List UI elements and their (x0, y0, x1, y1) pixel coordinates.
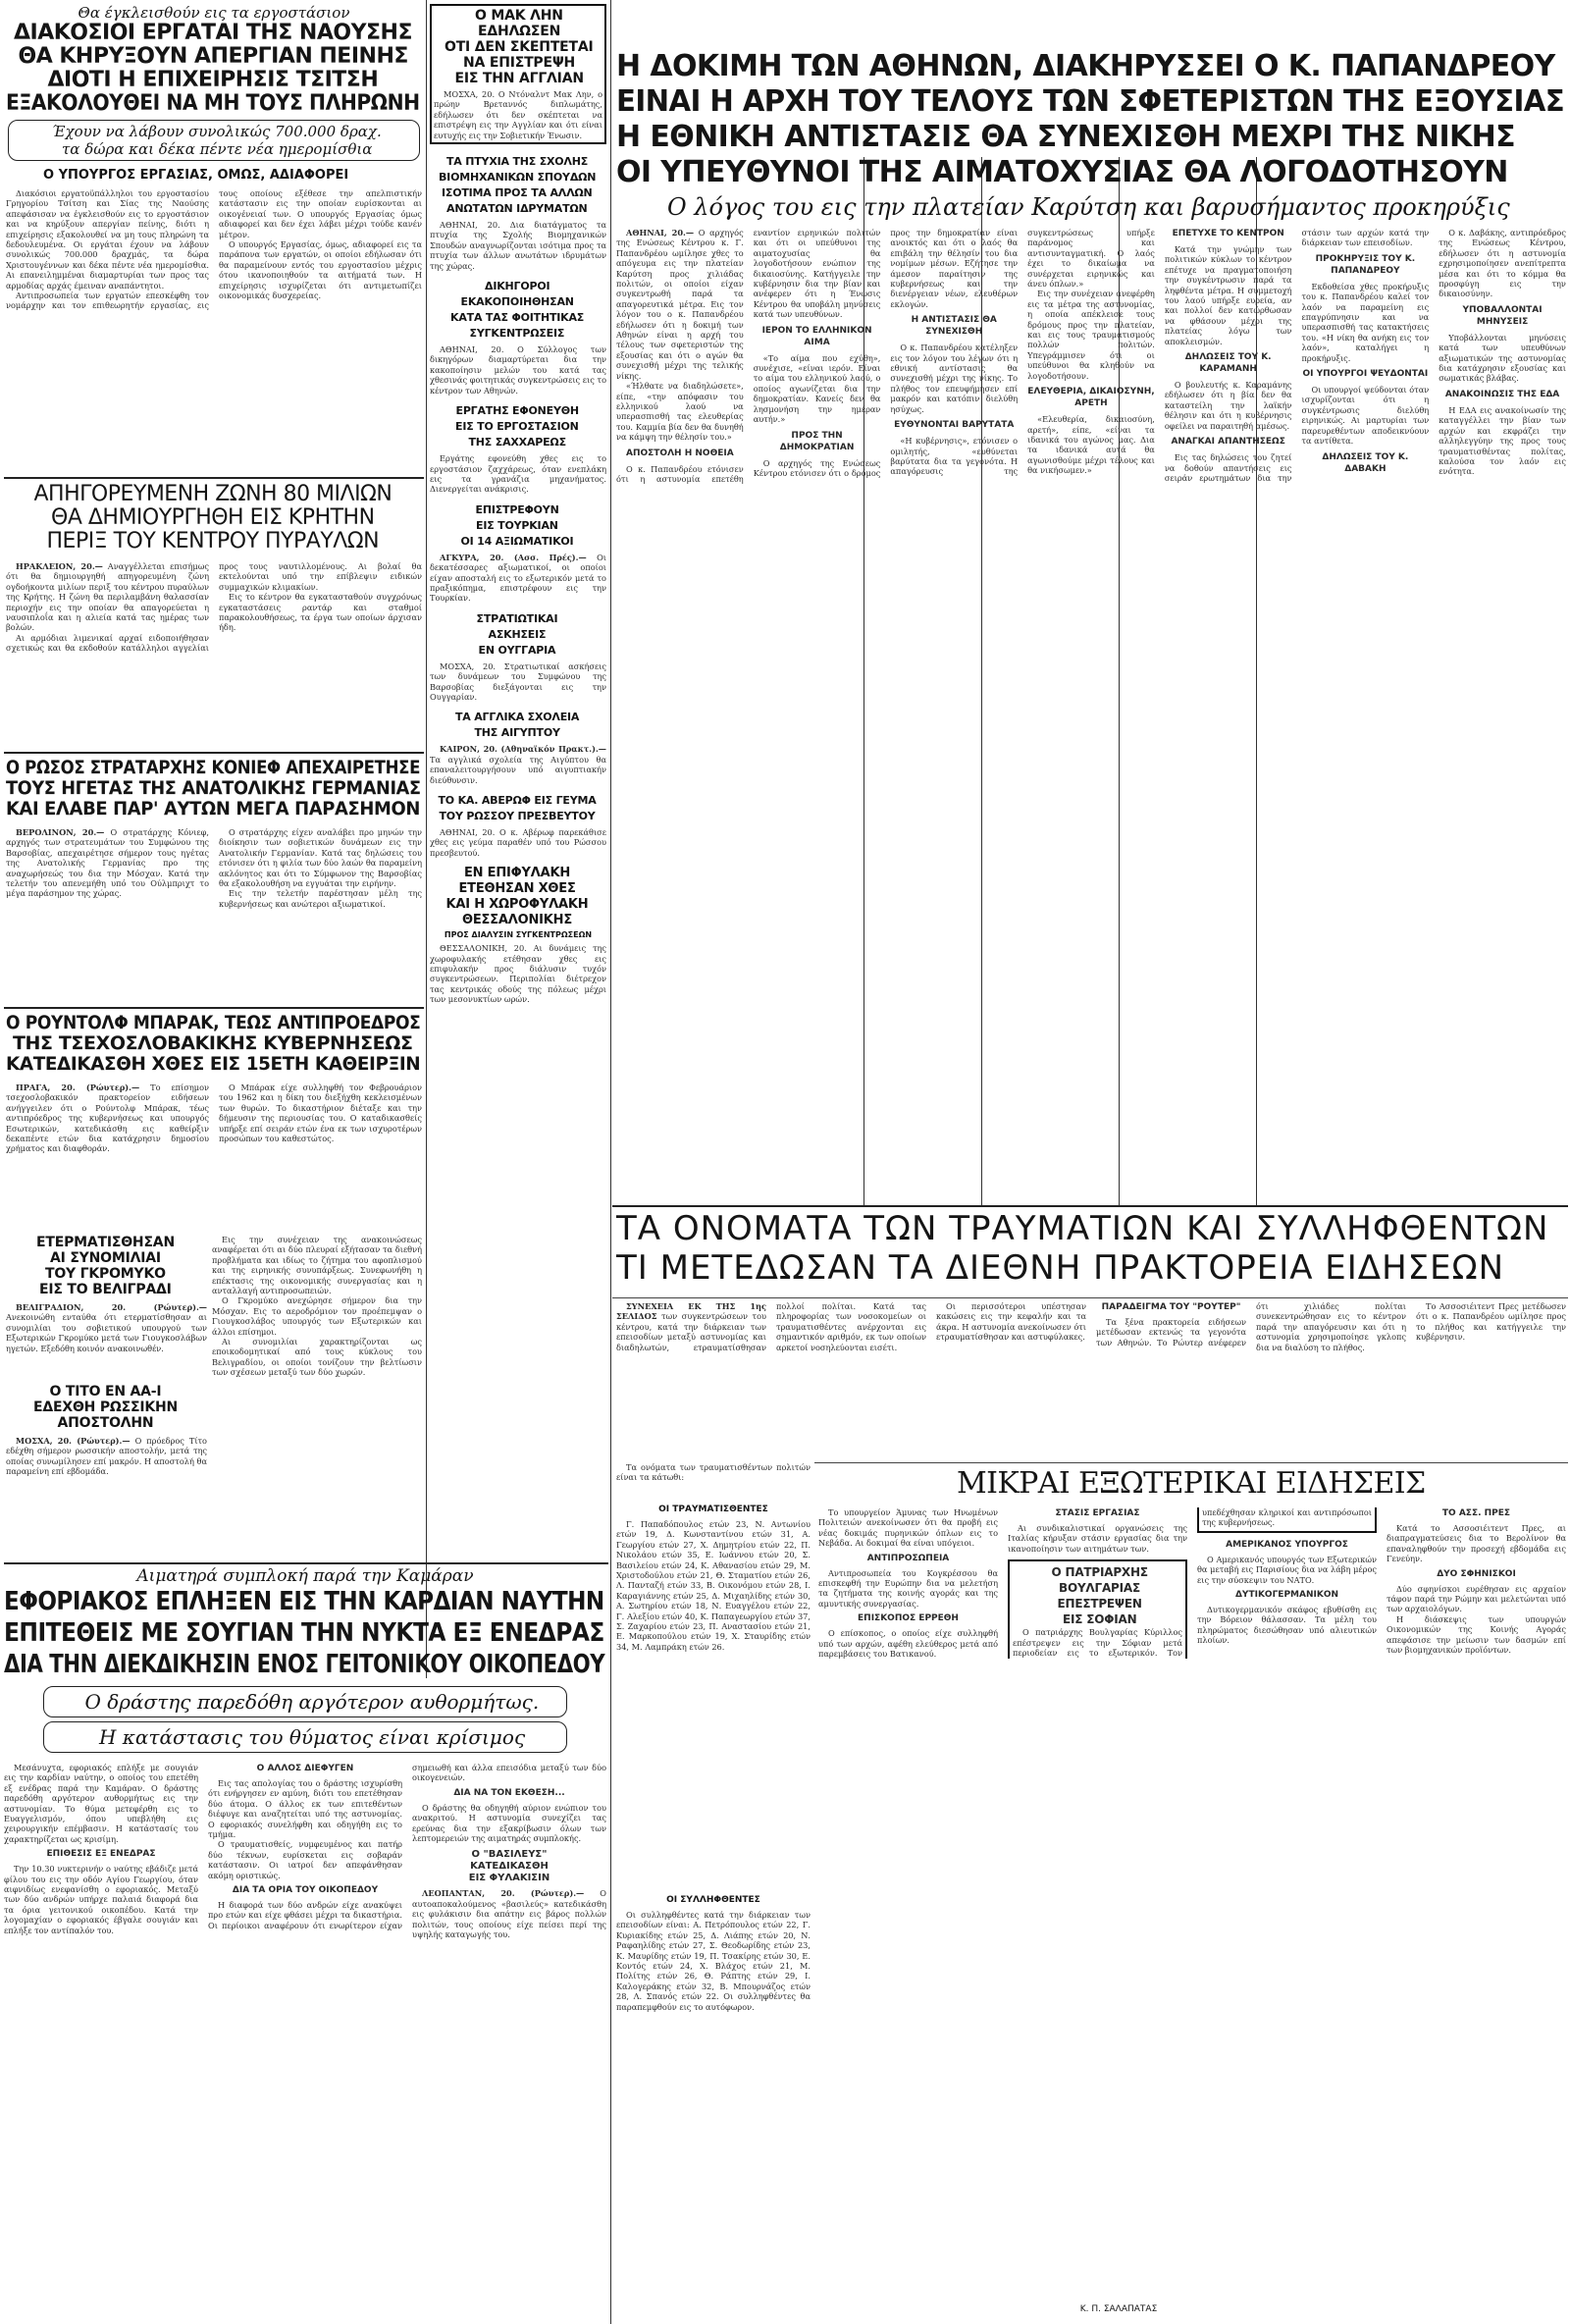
dateline: ΒΕΛΙΓΡΑΔΙΟΝ, 20. (Ρώυτερ).— (16, 1302, 207, 1312)
signature-text: Κ. Π. ΣΑΛΑΠΑΤΑΣ (1079, 2304, 1158, 2314)
article-headline-line: ΑΠΗΓΟΡΕΥΜΕΝΗ ΖΩΝΗ 80 ΜΙΛΙΩΝ (33, 483, 392, 506)
section-divider (4, 1562, 608, 1564)
column-rule (610, 0, 611, 2324)
article-subhead: Έχουν να λάβουν συνολικώς 700.000 δραχ. (52, 123, 382, 140)
brief-headline-line: ΚΑΤΑ ΤΑΣ ΦΟΙΤΗΤΙΚΑΣ (450, 311, 585, 325)
article-headline-line: ΕΙΣ ΤΟ ΒΕΛΙΓΡΑΔΙ (39, 1282, 172, 1297)
article-tito (6, 1384, 207, 1551)
article-section-head: Ο ΥΠΟΥΡΓΟΣ ΕΡΓΑΣΙΑΣ, ΟΜΩΣ, ΑΔΙΑΦΟΡΕΙ (43, 168, 349, 183)
brief-headline-line: ΟΤΙ ΔΕΝ ΣΚΕΠΤΕΤΑΙ (445, 39, 594, 55)
patriarch-headline-line: ΕΠΕΣΤΡΕΨΕΝ (1057, 1597, 1142, 1611)
article-headline-line: ΔΙΟΤΙ Η ΕΠΙΧΕΙΡΗΣΙΣ ΤΣΙΤΣΗ (47, 68, 379, 92)
article-section-head: ΙΕΡΟΝ ΤΟ ΕΛΛΗΝΙΚΟΝ ΑΙΜΑ (761, 325, 872, 347)
brief-body: ΑΓΚΥΡΑ, 20. (Ασσ. Πρές).— Οι δεκατέσσαρες αξιωματικοί, οι οποίοι είχαν αποσταλή εις το εξωτερικόν μετά το πραξικόπημα, επιστρέφουν εις την Τουρκίαν. (430, 552, 606, 604)
article-section-head: ΤΟ ΑΣΣ. ΠΡΕΣ (1441, 1508, 1511, 1518)
article-body: Τα ονόματα των τραυματισθέντων πολιτών είναι τα κάτωθι: (616, 1462, 811, 1483)
article-body: Μεσάνυχτα, εφοριακός επλήξε με σουγιάν εις την καρδίαν ναύτην, ο οποίος του επετέθη εξ ενέδρας παρά την Καμάραν. Ο δράστης παρεδόθη αργότερον αυθορμήτως εις την αστυνομίαν. Το θύμα μετεφέρθη εις το Ευαγγελισμόν, όπου υπεβλήθη εις χειρουργικήν επέμβασιν. Η κατάστασίς του χαρακτηρίζεται ως κρισίμη. ΕΠΙΘΕΣΙΣ ΕΞ ΕΝΕΔΡΑΣ Την 10.30 νυκτερινήν ο ναύτης εβάδιζε μετά φίλου του εις την οδόν Αγίου Γεωργίου, όταν αιφνιδίως ενεφανίσθη ο εφοριακός. Μεταξύ των δύο ανδρών υπήρχε παλαιά διαφορά δια τα όρια γειτονικού οικοπέδου. Κατά την λογομαχίαν ο εφοριακός έβγαλε σουγιάν και επλήξε τον αντίπαλόν του. Ο ΑΛΛΟΣ ΔΙΕΦΥΓΕΝ Εις τας απολογίας του ο δράστης ισχυρίσθη ότι ενήργησεν εν αμύνη, διότι του επετέθησαν δύο άτομα. Ο άλλος εκ των επιτεθέντων διέφυγε και αναζητείται υπό της αστυνομίας. Ο εφοριακός συνελήφθη και οδηγήθη εις το τμήμα. Ο τραυματισθείς, νυμφευμένος και πατήρ δύο τέκνων, ευρίσκεται εις σοβαράν κατάστασιν. Οι ιατροί δεν απεφάνθησαν ακόμη οριστικώς. ΔΙΑ ΤΑ ΟΡΙΑ ΤΟΥ ΟΙΚΟΠΕΔΟΥ Η διαφορά των δύο ανδρών είχε ανακύψει προ ετών και είχε φθάσει μέχρι τα δικαστήρια. Οι περίοικοι αναφέρουν ότι ενωρίτερον είχαν σημειωθή και άλλα επεισόδια μεταξύ των δύο οικογενειών. ΔΙΑ ΝΑ ΤΟΝ ΕΚΘΕΣΗ... Ο δράστης θα οδηγηθή αύριον ενώπιον του ανακριτού. Η αστυνομία συνεχίζει τας ερεύνας δια την εξακρίβωσιν όλων των λεπτομερειών της αιματηράς συμπλοκής. Ο "ΒΑΣΙΛΕΥΣ" ΚΑΤΕΔΙΚΑΣΘΗ ΕΙΣ ΦΥΛΑΚΙΣΙΝ ΛΕΟΠΑΝΤΑΝ, 20. (Ρώυτερ).— Ο αυτοαποκαλούμενος «βασιλεύς» κατεδικάσθη εις φυλάκισιν δια απάτην εις βάρος πολλών πολιτών, τους οποίους είχε πείσει περί της υψηλής καταγωγής του. (4, 1763, 606, 1940)
brief-body: ΜΟΣΧΑ, 20. Στρατιωτικαί ασκήσεις των δυνάμεων του Συμφώνου της Βαρσοβίας διεξάγονται εις την Ουγγαρίαν. (430, 660, 606, 702)
article-headline-line: ΔΙΑ ΤΗΝ ΔΙΕΚΔΙΚΗΣΙΝ ΕΝΟΣ ΓΕΙΤΟΝΙΚΟΥ ΟΙΚΟΠΕΔΟΥ (4, 1650, 605, 1679)
article-headline-line: Ο ΡΟΥΝΤΟΛΦ ΜΠΑΡΑΚ, ΤΕΩΣ ΑΝΤΙΠΡΟΕΔΡΟΣ (6, 1013, 421, 1033)
article-section-head: ΕΛΕΥΘΕΡΙΑ, ΔΙΚΑΙΟΣΥΝΗ, ΑΡΕΤΗ (1027, 387, 1155, 409)
article-headline-line: ΤΟΥ ΓΚΡΟΜΥΚΟ (45, 1266, 166, 1282)
brief-headline-line: ΘΕΣΣΑΛΟΝΙΚΗΣ (462, 913, 573, 928)
continuation-label: ΣΥΝΕΧΕΙΑ ΕΚ ΤΗΣ 1ης ΣΕΛΙΔΟΣ (616, 1301, 766, 1322)
article-section-head: ΑΜΕΡΙΚΑΝΟΣ ΥΠΟΥΡΓΟΣ (1226, 1539, 1348, 1550)
names-headline-line: ΤΙ ΜΕΤΕΔΩΣΑΝ ΤΑ ΔΙΕΘΝΗ ΠΡΑΚΤΟΡΕΙΑ ΕΙΔΗΣΕΩΝ (616, 1248, 1505, 1288)
brief-headline-line: ΕΤΕΘΗΣΑΝ ΧΘΕΣ (458, 881, 576, 897)
article-body: Οι συλληφθέντες κατά την διάρκειαν των επεισοδίων είναι: Α. Πετρόπουλος ετών 22, Γ. Κυριακίδης ετών 25, Δ. Λιάπης ετών 20, Ν. Ραφαηλίδης ετών 27, Σ. Θεοδωρίδης ετών 23, Κ. Μαυρίδης ετών 19, Π. Τσακίρης ετών 30, Ε. Κοντός ετών 24, Χ. Βλάχος ετών 21, Μ. Πολίτης ετών 26, Θ. Ράπτης ετών 29, Ι. Καλογεράκης ετών 32, Β. Μπουρνάζος ετών 28, Λ. Σπανός ετών 22. Οι συλληφθέντες θα παραπεμφθούν εις το αυτόφωρον. (616, 1910, 811, 2012)
brief-body: ΜΟΣΧΑ, 20. Ο Ντόναλντ Μακ Λην, ο πρώην Βρεταννός διπλωμάτης, εδήλωσεν ότι δεν σκέπτεται να επιστρέψη εις την Αγγλίαν και ότι είναι ευτυχής εις την Σοβιετικήν Ένωσιν. (434, 89, 602, 140)
brief-headline-line: ΕΡΓΑΤΗΣ ΕΦΟΝΕΥΘΗ (455, 404, 579, 418)
column-rule (426, 0, 427, 1678)
brief-headline-line: ΤΗΣ ΣΑΧΧΑΡΕΩΣ (468, 436, 566, 449)
section-divider (612, 1297, 1568, 1298)
brief-headline-line: ΕΠΙΣΤΡΕΦΟΥΝ (475, 502, 559, 516)
article-section-head: ΕΥΘΥΝΟΝΤΑΙ ΒΑΡΥΤΑΤΑ (894, 420, 1015, 431)
article-headline-line: ΚΑΙ ΕΛΑΒΕ ΠΑΡ' ΑΥΤΩΝ ΜΕΓΑ ΠΑΡΑΣΗΜΟΝ (6, 798, 420, 819)
brief-headline-line: ΕΝ ΟΥΓΓΑΡΙΑ (478, 643, 556, 657)
section-divider (4, 1007, 424, 1009)
names-headline-line: ΤΑ ΟΝΟΜΑΤΑ ΤΩΝ ΤΡΑΥΜΑΤΙΩΝ ΚΑΙ ΣΥΛΛΗΦΘΕΝΤΩΝ (616, 1209, 1549, 1248)
dateline: ΚΑΙΡΟΝ, 20. (Αθηναϊκόν Πρακτ.).— (440, 744, 606, 755)
article-body: ΠΡΑΓΑ, 20. (Ρώυτερ).— Το επίσημον τσεχοσλοβακικόν πρακτορείον ειδήσεων ανήγγειλεν ότι ο Ρούντολφ Μπάρακ, τέως αντιπρόεδρος της κυβερνήσεως και υπουργός Εσωτερικών, κατεδικάσθη εις καθείρξιν δεκαπέντε ετών δια κατάχρησιν δημοσίου χρήματος και διαφθοράν. Ο Μπάρακ είχε συλληφθή τον Φεβρουάριον του 1962 και η δίκη του διεξήχθη κεκλεισμένων των θυρών. Το δικαστήριον διέταξε και την δήμευσιν της περιουσίας του. Ο καταδικασθείς υπήρξε επί σειράν ετών ένα εκ των ισχυροτέρων προσώπων του καθεστώτος. (6, 1083, 422, 1154)
brief-headline-line: ΝΑ ΕΠΙΣΤΡΕΨΗ (463, 55, 576, 71)
section-divider (4, 477, 424, 479)
lead-headline-line: Η ΕΘΝΙΚΗ ΑΝΤΙΣΤΑΣΙΣ ΘΑ ΣΥΝΕΧΙΣΘΗ ΜΕΧΡΙ ΤΗΣ ΝΙΚΗΣ (616, 120, 1516, 154)
brief-body: ΑΘΗΝΑΙ, 20. Δια διατάγματος τα πτυχία της Σχολής Βιομηχανικών Σπουδών αναγνωρίζονται ισότιμα προς τα πτυχία των άλλων ανωτάτων ιδρυμάτων της χώρας. (430, 220, 606, 271)
names-headline-block (616, 1209, 1566, 1294)
article-body: ΑΘΗΝΑΙ, 20.— Ο αρχηγός της Ενώσεως Κέντρου κ. Γ. Παπανδρέου ωμίλησε χθες το απόγευμα εις την πλατείαν Καρύτση προς χιλιάδας πολιτών, οι οποίοι είχαν συγκεντρωθή παρά τα απαγορευτικά μέτρα. Εις τον λόγον του ο κ. Παπανδρέου εδήλωσεν ότι η δοκιμή των Αθηνών είναι η αρχή του τέλους των σφετεριστών της εξουσίας και ότι ο αγών θα συνεχισθή μέχρι της τελικής νίκης. «Ήλθατε να διαδηλώσετε», είπε, «την απόφασιν του ελληνικού λαού να υπερασπισθή τας ελευθερίας του. Καμμία βία δεν θα δυνηθή να κάμψη την θέλησίν του.» ΑΠΟΣΤΟΛΗ Η ΝΟΘΕΙΑ Ο κ. Παπανδρέου ετόνισεν ότι η αστυνομία επετέθη εναντίον ειρηνικών πολιτών και ότι οι υπεύθυνοι της αιματοχυσίας θα λογοδοτήσουν ενώπιον της δικαιοσύνης. Κατήγγειλε την κυβέρνησιν δια την βίαν και ανέφερεν ότι η Ένωσις Κέντρου θα υποβάλη μηνύσεις κατά των υπευθύνων. ΙΕΡΟΝ ΤΟ ΕΛΛΗΝΙΚΟΝ ΑΙΜΑ «Το αίμα που εχύθη», συνέχισε, «είναι ιερόν. Είναι το αίμα του ελληνικού λαού, ο οποίος αγωνίζεται δια την δημοκρατίαν. Κανείς δεν θα λησμονήση την ημέραν αυτήν.» ΠΡΟΣ ΤΗΝ ΔΗΜΟΚΡΑΤΙΑΝ Ο αρχηγός της Ενώσεως Κέντρου ετόνισεν ότι ο δρόμος προς την δημοκρατίαν είναι ανοικτός και ότι ο λαός θα επιβάλη την θέλησίν του δια νομίμων μέσων. Εζήτησε την άμεσον παραίτησιν της κυβερνήσεως και την διενέργειαν νέων, ελευθέρων εκλογών. Η ΑΝΤΙΣΤΑΣΙΣ ΘΑ ΣΥΝΕΧΙΣΘΗ Ο κ. Παπανδρέου κατέληξεν εις τον λόγον του λέγων ότι η εθνική αντίστασις θα συνεχισθή μέχρι της νίκης. Το πλήθος τον επευφήμησεν επί μακρόν και κατόπιν διελύθη ησύχως. ΕΥΘΥΝΟΝΤΑΙ ΒΑΡΥΤΑΤΑ «Η κυβέρνησις», ετόνισεν ο ομιλητής, «ευθύνεται βαρύτατα δια τα γεγονότα. Η απαγόρευσις της συγκεντρώσεως υπήρξε παράνομος και αντισυνταγματική. Ο λαός έχει το δικαίωμα να συνέρχεται ειρηνικώς και άνευ όπλων.» Εις την συνέχειαν ανεφέρθη εις τα μέτρα της αστυνομίας, η οποία απέκλεισε τους δρόμους προς την πλατείαν, και εις τους τραυματισμούς πολλών πολιτών. Υπεγράμμισεν ότι οι υπεύθυνοι θα κληθούν να λογοδοτήσουν. ΕΛΕΥΘΕΡΙΑ, ΔΙΚΑΙΟΣΥΝΗ, ΑΡΕΤΗ «Ελευθερία, δικαιοσύνη, αρετή», είπε, «είναι τα ιδανικά του αγώνος μας. Δια τα ιδανικά αυτά θα αγωνισθούμε μέχρι τέλους και θα νικήσωμεν.» ΕΠΕΤΥΧΕ ΤΟ ΚΕΝΤΡΟΝ Κατά την γνώμην των πολιτικών κύκλων το κέντρον επέτυχε να πραγματοποιήση την συγκέντρωσιν παρά τα ληφθέντα μέτρα. Η συμμετοχή του λαού υπήρξε ευρεία, αν και πολλοί δεν κατώρθωσαν να φθάσουν μέχρι της πλατείας λόγω των αποκλεισμών. ΔΗΛΩΣΕΙΣ ΤΟΥ Κ. ΚΑΡΑΜΑΝΗ Ο βουλευτής κ. Καραμάνης εδήλωσεν ότι η βία δεν θα καταστείλη την λαϊκήν θέλησιν και ότι η κυβέρνησις οφείλει να παραιτηθή αμέσως. ΑΝΑΓΚΑΙ ΑΠΑΝΤΗΣΕΩΣ Εις τας δηλώσεις του ζητεί να δοθούν απαντήσεις εις σειράν ερωτημάτων δια την στάσιν των αρχών κατά την διάρκειαν των επεισοδίων. ΠΡΟΚΗΡΥΞΙΣ ΤΟΥ Κ. ΠΑΠΑΝΔΡΕΟΥ Εκδοθείσα χθες προκήρυξις του κ. Παπανδρέου καλεί τον λαόν να παραμείνη εις επαγρύπνησιν και να υπερασπισθή τας κατακτήσεις του. «Η νίκη θα ανήκη εις τον λαόν», καταλήγει η προκήρυξις. ΟΙ ΥΠΟΥΡΓΟΙ ΨΕΥΔΟΝΤΑΙ Οι υπουργοί ψεύδονται όταν ισχυρίζονται ότι η συγκέντρωσις διελύθη ειρηνικώς. Αι μαρτυρίαι των παρευρεθέντων αποδεικνύουν τα αντίθετα. ΔΗΛΩΣΕΙΣ ΤΟΥ Κ. ΔΑΒΑΚΗ Ο κ. Δαβάκης, αντιπρόεδρος της Ενώσεως Κέντρου, εδήλωσεν ότι η αστυνομία εχρησιμοποίησεν ανεπίτρεπτα μέσα και ότι το κόμμα θα προσφύγη εις την δικαιοσύνην. ΥΠΟΒΑΛΛΟΝΤΑΙ ΜΗΝΥΣΕΙΣ Υποβάλλονται μηνύσεις κατά των υπευθύνων αξιωματικών της αστυνομίας δια κατάχρησιν εξουσίας και σωματικάς βλάβας. ΑΝΑΚΟΙΝΩΣΙΣ ΤΗΣ ΕΔΑ Η ΕΔΑ εις ανακοίνωσίν της καταγγέλλει την βίαν των αρχών και εκφράζει την αλληλεγγύην της προς τους τραυματισθέντας πολίτας, καλούσα τον λαόν εις ενότητα. (616, 228, 1566, 484)
brief-body: ΑΘΗΝΑΙ, 20. Ο κ. Αβέρωφ παρεκάθισε χθες εις γεύμα παραθέν υπό του Ρώσσου πρεσβευτού. (430, 827, 606, 858)
section-divider (4, 752, 424, 754)
article-headline-line: Ο ΡΩΣΟΣ ΣΤΡΑΤΑΡΧΗΣ ΚΟΝΙΕΦ ΑΠΕΧΑΙΡΕΤΗΣΕ (6, 758, 421, 778)
brief-headline-line: Ο ΜΑΚ ΛΗΝ (475, 8, 563, 24)
article-section-head: ΔΗΛΩΣΕΙΣ ΤΟΥ Κ. ΚΑΡΑΜΑΝΗ (1184, 352, 1272, 375)
article-subhead-box (8, 120, 420, 161)
article-eforiakos (4, 1566, 606, 2324)
article-subhead-box (43, 1721, 567, 1753)
article-body: Διακόσιοι εργατοϋπάλληλοι του εργοστασίου Γρηγορίου Τσίτση και Σίας της Ναούσης απεφάσισαν να έγκλεισθούν εις το εργοστάσιον και να κηρύξουν απεργίαν πείνης, διότι η επιχείρησις εξακολουθεί να μη τους πληρώνη τα δεδουλευμένα. Οι εργάται έχουν να λάβουν συνολικώς 700.000 δραχμάς, τα δώρα Χριστουγέννων και δέκα πέντε νέα ημερομίσθια. Αι επανειλημμέναι διαμαρτυρίαι των προς τας αρμοδίας αρχάς έμειναν αναπάντητοι. Αντιπροσωπεία των εργατών επεσκέφθη τον νομάρχην και τον επιθεωρητήν εργασίας, εις τους οποίους εξέθεσε την απελπιστικήν κατάστασιν εις την οποίαν ευρίσκονται αι οικογένειαί των. Ο υπουργός Εργασίας όμως αδιαφορεί και δεν έχει λάβει μέχρι τούδε κανέν μέτρον. Ο υπουργός Εργασίας, όμως, αδιαφορεί εις τα παράπονα των εργατών, οι οποίοι εδήλωσαν ότι θα παραμείνουν εντός του εργοστασίου μέχρις ότου ικανοποιηθούν τα αιτήματά των. Η επιχείρησις ισχυρίζεται ότι αντιμετωπίζει οικονομικάς δυσχερείας. (6, 188, 422, 311)
article-headline-line: ΕΤΕΡΜΑΤΙΣΘΗΣΑΝ (36, 1235, 175, 1250)
article-subhead: τα δώρα και δέκα πέντε νέα ημερομίσθια (62, 140, 373, 158)
article-section-head: ΑΝΑΓΚΑΙ ΑΠΑΝΤΗΣΕΩΣ (1171, 437, 1285, 448)
article-section-head-line: Ο "ΒΑΣΙΛΕΥΣ" (471, 1849, 548, 1861)
dateline: ΠΡΑΓΑ, 20. (Ρώυτερ).— (16, 1083, 140, 1092)
dateline: ΜΟΣΧΑ, 20. (Ρώυτερ).— (16, 1436, 131, 1446)
article-headline-line: ΑΠΟΣΤΟΛΗΝ (57, 1415, 154, 1431)
article-section-head: ΟΙ ΤΡΑΥΜΑΤΙΣΘΕΝΤΕΣ (658, 1505, 768, 1514)
article-section-head: ΕΠΕΤΥΧΕ ΤΟ ΚΕΝΤΡΟΝ (1172, 229, 1284, 238)
article-body: ΒΕΡΟΛΙΝΟΝ, 20.— Ο στρατάρχης Κόνιεφ, αρχηγός των στρατευμάτων του Συμφώνου της Βαρσοβίας, απεχαιρέτησε σήμερον τους ηγέτας της Ανατολικής Γερμανίας προ της αναχωρήσεώς του δια την Μόσχαν. Κατά την τελετήν του απενεμήθη υπό του Ούλμπριχτ το μέγα παράσημον της χώρας. Ο στρατάρχης είχεν αναλάβει προ μηνών την διοίκησιν των σοβιετικών δυνάμεων εις την Ανατολικήν Γερμανίαν. Κατά τας δηλώσεις του ετόνισεν ότι η φιλία των δύο λαών θα παραμείνη ακλόνητος και ότι το Σύμφωνον της Βαρσοβίας θα εξακολουθήση να εγγυάται την ειρήνην. Εις την τελετήν παρέστησαν μέλη της κυβερνήσεως και ανώτεροι αξιωματικοί. (6, 827, 422, 909)
brief-headline-line: ΣΥΓΚΕΝΤΡΩΣΕΙΣ (469, 327, 565, 341)
article-section-head: ΔΥΟ ΣΦΗΝΙΣΚΟΙ (1437, 1568, 1516, 1579)
foreign-news-headline: ΜΙΚΡΑΙ ΕΞΩΤΕΡΙΚΑΙ ΕΙΔΗΣΕΙΣ (957, 1466, 1426, 1501)
brief-box (430, 4, 606, 144)
article-section-head: Η ΑΝΤΙΣΤΑΣΙΣ ΘΑ ΣΥΝΕΧΙΣΘΗ (911, 315, 997, 338)
article-body: ΗΡΑΚΛΕΙΟΝ, 20.— Αναγγέλλεται επισήμως ότι θα δημιουργηθή απηγορευμένη ζώνη ογδοήκοντα μιλίων περιξ του κέντρου πυραύλων της Κρήτης. Η ζώνη θα περιλαμβάνη θαλασσίαν περιοχήν εις την οποίαν θα απαγορεύεται η ναυσιπλοΐα και η αλιεία κατά τας ημέρας των βολών. Αι αρμόδιαι λιμενικαί αρχαί ειδοποιήθησαν σχετικώς και θα εκδοθούν κατάλληλοι αγγελίαι προς τους ναυτιλλομένους. Αι βολαί θα εκτελούνται υπό την επίβλεψιν ειδικών συμμαχικών κλιμακίων. Εις το κέντρον θα εγκατασταθούν συγχρόνως εγκαταστάσεις ραντάρ και σταθμοί παρακολουθήσεως, τα έργα των οποίων άρχισαν ήδη. (6, 561, 422, 654)
brief-headline-line: ΙΣΟΤΙΜΑ ΠΡΟΣ ΤΑ ΑΛΛΩΝ (442, 186, 593, 200)
lead-headline-block (616, 49, 1566, 216)
article-section-head: ΑΠΟΣΤΟΛΗ Η ΝΟΘΕΙΑ (626, 448, 734, 458)
article-headline-line: Ο ΤΙΤΟ ΕΝ ΑΑ-Ι (49, 1384, 162, 1400)
brief-headline-line: ΕΔΗΛΩΣΕΝ (478, 24, 561, 39)
article-headline-line: ΕΠΙΤΕΘΕΙΣ ΜΕ ΣΟΥΓΙΑΝ ΤΗΝ ΝΥΚΤΑ ΕΞ ΕΝΕΔΡΑΣ (4, 1618, 604, 1648)
dateline: ΒΕΡΟΛΙΝΟΝ, 20.— (16, 827, 105, 837)
article-continued-left (212, 1235, 422, 1558)
names-article-body (616, 1301, 1566, 1458)
brief-headline-line: ΟΙ 14 ΑΞΙΩΜΑΤΙΚΟΙ (460, 534, 574, 548)
article-subhead-box (43, 1686, 567, 1717)
article-section-head: Ο ΑΛΛΟΣ ΔΙΕΦΥΓΕΝ (256, 1764, 354, 1773)
patriarch-headline-line: ΕΙΣ ΣΟΦΙΑΝ (1063, 1612, 1137, 1627)
article-section-head: ΕΠΙΣΚΟΠΟΣ ΕΡΡΕΘΗ (858, 1613, 959, 1624)
article-section-head-line: ΕΙΣ ΦΥΛΑΚΙΣΙΝ (468, 1873, 550, 1884)
brief-headline-line: ΤΑ ΑΓΓΛΙΚΑ ΣΧΟΛΕΙΑ (455, 711, 580, 724)
brief-headline-line: ΤΑ ΠΤΥΧΙΑ ΤΗΣ ΣΧΟΛΗΣ (446, 155, 589, 169)
article-subhead: Η κατάστασις του θύματος είναι κρίσιμος (99, 1725, 526, 1749)
article-gromyko-belgrade (6, 1235, 207, 1382)
brief-headline-line: ΔΙΚΗΓΟΡΟΙ (485, 280, 550, 293)
article-section-head: ΟΙ ΥΠΟΥΡΓΟΙ ΨΕΥΔΟΝΤΑΙ (1302, 369, 1429, 380)
brief-headline-line: ΤΗΣ ΑΙΓΥΠΤΟΥ (474, 726, 560, 740)
article-body: Εις την συνέχειαν της ανακοινώσεως αναφέρεται ότι αι δύο πλευραί εξήτασαν τα διεθνή προβλήματα και ιδίως το ζήτημα του αφοπλισμού και της ειρηνικής συνυπάρξεως. Συνεφωνήθη η επέκτασις της οικονομικής συνεργασίας και η ανταλλαγή αντιπροσωπειών. Ο Γκρομύκο ανεχώρησε σήμερον δια την Μόσχαν. Εις το αεροδρόμιον τον προέπεμψαν ο Γιουγκοσλάβος υπουργός των Εξωτερικών και άλλοι επίσημοι. Αι συνομιλίαι χαρακτηρίζονται ως εποικοδομητικαί από τους κύκλους του Βελιγραδίου, οι οποίοι τονίζουν την βελτίωσιν των σχέσεων μεταξύ των δύο χωρών. (212, 1235, 422, 1378)
names-lists (616, 1462, 811, 2324)
brief-body: Εργάτης εφονεύθη χθες εις το εργοστάσιον ζαχχάρεως, όταν ενεπλάκη εις τα γρανάζια μηχανήματος. Διενεργείται ανάκρισις. (430, 453, 606, 495)
patriarch-headline-line: Ο ΠΑΤΡΙΑΡΧΗΣ (1051, 1565, 1148, 1580)
article-section-head: ΔΙΑ ΝΑ ΤΟΝ ΕΚΘΕΣΗ... (453, 1787, 565, 1798)
article-section-head: ΕΠΙΘΕΣΙΣ ΕΞ ΕΝΕΔΡΑΣ (46, 1849, 156, 1860)
article-section-head: ΠΡΟΣ ΤΗΝ ΔΗΜΟΚΡΑΤΙΑΝ (779, 430, 855, 452)
brief-headline-line: ΤΟΥ ΡΩΣΣΟΥ ΠΡΕΣΒΕΥΤΟΥ (439, 810, 596, 822)
brief-headline-line: ΚΑΙ Η ΧΩΡΟΦΥΛΑΚΗ (445, 897, 589, 913)
article-body: ΜΟΣΧΑ, 20. (Ρώυτερ).— Ο πρόεδρος Τίτο εδέχθη σήμερον ρωσσικήν αποστολήν, μετά της οποίας συνωμίλησεν επί μακρόν. Η αποστολή θα παραμείνη επί εβδομάδα. (6, 1436, 207, 1477)
article-body: Γ. Παπαδόπουλος ετών 23, Ν. Αντωνίου ετών 19, Δ. Κωνσταντίνου ετών 31, Α. Γεωργίου ετών 27, Χ. Δημητρίου ετών 22, Π. Νικολάου ετών 35, Ε. Ιωάννου ετών 20, Σ. Βασιλείου ετών 24, Κ. Αθανασίου ετών 29, Μ. Χριστοδούλου ετών 21, Θ. Σταματίου ετών 26, Λ. Πανταζή ετών 33, Β. Οικονόμου ετών 28, Ι. Καραγιάννης ετών 25, Δ. Μιχαηλίδης ετών 30, Α. Σωτηρίου ετών 18, Ν. Ευαγγέλου ετών 22, Γ. Αλεξίου ετών 40, Κ. Παπαγεωργίου ετών 37, Σ. Ζαχαρίου ετών 23, Π. Αναστασίου ετών 21, Ε. Μαρκοπούλου ετών 19, Χ. Σταυρίδης ετών 34, Μ. Λαμπράκη ετών 26. (616, 1519, 811, 1652)
lead-subhead (667, 192, 1550, 224)
article-barak (6, 1013, 422, 1229)
column-briefs (430, 4, 606, 1558)
brief-headline-line: ΣΤΡΑΤΙΩΤΙΚΑΙ (476, 611, 558, 625)
article-section-head: ΑΝΤΙΠΡΟΣΩΠΕΙΑ (866, 1553, 950, 1563)
article-section-head: ΟΙ ΣΥΛΛΗΦΘΕΝΤΕΣ (666, 1895, 760, 1905)
article-kicker: Αιματηρά συμπλοκή παρά την Καμάραν (136, 1566, 474, 1586)
brief-headline-line: ΤΟ ΚΑ. ΑΒΕΡΩΦ ΕΙΣ ΓΕΥΜΑ (438, 794, 597, 807)
article-section-head-line: ΚΑΤΕΔΙΚΑΣΘΗ (470, 1861, 549, 1873)
dateline: ΗΡΑΚΛΕΙΟΝ, 20.— (16, 561, 103, 571)
article-headline-line: ΕΔΕΧΘΗ ΡΩΣΣΙΚΗΝ (33, 1400, 179, 1415)
lead-article-body (616, 228, 1566, 1199)
article-section-head: ΥΠΟΒΑΛΛΟΝΤΑΙ ΜΗΝΥΣΕΙΣ (1462, 304, 1543, 327)
section-divider (612, 1205, 1568, 1207)
article-section-head: ΠΡΟΚΗΡΥΞΙΣ ΤΟΥ Κ. ΠΑΠΑΝΔΡΕΟΥ (1315, 253, 1416, 276)
brief-headline-line: ΕΙΣ ΤΟ ΕΡΓΟΣΤΑΣΙΟΝ (455, 420, 579, 434)
article-headline-line: ΚΑΤΕΔΙΚΑΣΘΗ ΧΘΕΣ ΕΙΣ 15ΕΤΗ ΚΑΘΕΙΡΞΙΝ (6, 1053, 421, 1075)
brief-headline-line: ΒΙΟΜΗΧΑΝΙΚΩΝ ΣΠΟΥΔΩΝ (439, 171, 597, 185)
brief-headline-line: ΑΝΩΤΑΤΩΝ ΙΔΡΥΜΑΤΩΝ (446, 202, 588, 216)
article-section-head: ΠΑΡΑΔΕΙΓΜΑ ΤΟΥ "ΡΟΥΤΕΡ" (1101, 1302, 1241, 1312)
brief-body: ΚΑΙΡΟΝ, 20. (Αθηναϊκόν Πρακτ.).— Τα αγγλικά σχολεία της Αιγύπτου θα επαναλειτουργήσουν υπό αιγυπτιακήν διεύθυνσιν. (430, 744, 606, 785)
article-section-head: ΔΥΤΙΚΟΓΕΡΜΑΝΙΚΟΝ (1234, 1590, 1339, 1601)
article-headline-line: ΤΟΥΣ ΗΓΕΤΑΣ ΤΗΣ ΑΝΑΤΟΛΙΚΗΣ ΓΕΡΜΑΝΙΑΣ (6, 777, 421, 799)
article-section-head (412, 1849, 606, 1884)
article-headline-line: ΘΑ ΔΗΜΙΟΥΡΓΗΘΗ ΕΙΣ ΚΡΗΤΗΝ (51, 505, 375, 530)
article-body: Το υπουργείον Άμυνας των Ηνωμένων Πολιτειών ανεκοίνωσεν ότι θα προβή εις νέας δοκιμάς πυρηνικών όπλων εις το Νεβάδα. Αι δοκιμαί θα είναι υπόγειοι. ΑΝΤΙΠΡΟΣΩΠΕΙΑ Αντιπροσωπεία του Κογκρέσσου θα επισκεφθή την Ευρώπην δια να μελετήση τα ζητήματα της κοινής αγοράς και της αμυντικής συνεργασίας. ΕΠΙΣΚΟΠΟΣ ΕΡΡΕΘΗ Ο επίσκοπος, ο οποίος είχε συλληφθή υπό των αρχών, αφέθη ελεύθερος μετά από παρεμβάσεις του Βατικανού. ΣΤΑΣΙΣ ΕΡΓΑΣΙΑΣ Αι συνδικαλιστικαί οργανώσεις της Ιταλίας κήρυξαν στάσιν εργασίας δια την ικανοποίησιν των αιτημάτων των. Ο ΠΑΤΡΙΑΡΧΗΣ ΒΟΥΛΓΑΡΙΑΣ ΕΠΕΣΤΡΕΨΕΝ ΕΙΣ ΣΟΦΙΑΝ Ο πατριάρχης Βουλγαρίας Κύριλλος επέστρεψεν εις την Σόφιαν μετά περιοδείαν εις το εξωτερικόν. Τον υπεδέχθησαν κληρικοί και αντιπρόσωποι της κυβερνήσεως. ΑΜΕΡΙΚΑΝΟΣ ΥΠΟΥΡΓΟΣ Ο Αμερικανός υπουργός των Εξωτερικών θα μεταβή εις Παρισίους δια να λάβη μέρος εις την σύσκεψιν του ΝΑΤΟ. ΔΥΤΙΚΟΓΕΡΜΑΝΙΚΟΝ Δυτικογερμανικόν σκάφος εβυθίσθη εις την Βόρειον θάλασσαν. Τα μέλη του πληρώματος διεσώθησαν υπό αλιευτικών πλοίων. ΤΟ ΑΣΣ. ΠΡΕΣ Κατά το Ασσοσιέιτεντ Πρες, αι διαπραγματεύσεις δια το Βερολίνον θα επαναληφθούν την προσεχή εβδομάδα εις Γενεύην. ΔΥΟ ΣΦΗΝΙΣΚΟΙ Δύο σφηνίσκοι ευρέθησαν εις αρχαίον τάφον παρά την Ρώμην και μελετώνται υπό των αρχαιολόγων. Η διάσκεψις των υπουργών Οικονομικών της Κοινής Αγοράς απεφάσισε την μείωσιν των δασμών επί των βιομηχανικών προϊόντων. (818, 1507, 1566, 1660)
article-body: ΒΕΛΙΓΡΑΔΙΟΝ, 20. (Ρώυτερ).— Ανεκοινώθη ενταύθα ότι ετερματίσθησαν αι συνομιλίαι του σοβιετικού υπουργού των Εξωτερικών Γκρομύκο μετά των Γιουγκοσλάβων ηγετών. Εξεδόθη κοινόν ανακοινωθέν. (6, 1302, 207, 1353)
patriarch-box: Ο ΠΑΤΡΙΑΡΧΗΣ ΒΟΥΛΓΑΡΙΑΣ ΕΠΕΣΤΡΕΨΕΝ ΕΙΣ ΣΟΦΙΑΝ Ο πατριάρχης Βουλγαρίας Κύριλλος επέστρεψεν εις την Σόφιαν μετά περιοδείαν εις το εξωτερικόν. Τον υπεδέχθησαν κληρικοί και αντιπρόσωποι της κυβερνήσεως. (1008, 1507, 1377, 1659)
lead-headline-line: ΟΙ ΥΠΕΥΘΥΝΟΙ ΤΗΣ ΑΙΜΑΤΟΧΥΣΙΑΣ ΘΑ ΛΟΓΟΔΟΤΗΣΟΥΝ (616, 155, 1508, 189)
brief-headline-line: ΕΙΣ ΤΗΝ ΑΓΓΛΙΑΝ (454, 71, 584, 86)
article-headline-line: ΔΙΑΚΟΣΙΟΙ ΕΡΓΑΤΑΙ ΤΗΣ ΝΑΟΥΣΗΣ (14, 21, 412, 45)
section-divider (814, 1462, 1568, 1463)
brief-headline-line: ΕΚΑΚΟΠΟΙΗΘΗΣΑΝ (460, 295, 574, 309)
article-section-head: ΣΤΑΣΙΣ ΕΡΓΑΣΙΑΣ (1055, 1508, 1140, 1518)
brief-headline-line: ΕΝ ΕΠΙΦΥΛΑΚΗ (464, 866, 571, 881)
article-headline-line: ΕΦΟΡΙΑΚΟΣ ΕΠΛΗΞΕΝ ΕΙΣ ΤΗΝ ΚΑΡΔΙΑΝ ΝΑΥΤΗΝ (4, 1587, 604, 1616)
dateline: ΛΕΟΠΑΝΤΑΝ, 20. (Ρώυτερ).— (422, 1888, 585, 1899)
lead-subhead-text: Ο λόγος του εις την πλατείαν Καρύτση και βαρυσήμαντος προκηρύξις (667, 193, 1510, 221)
patriarch-headline-line: ΒΟΥΛΓΑΡΙΑΣ (1059, 1581, 1141, 1596)
article-section-head: ΔΙΑ ΤΑ ΟΡΙΑ ΤΟΥ ΟΙΚΟΠΕΔΟΥ (232, 1885, 379, 1896)
article-headline-line: ΑΙ ΣΥΝΟΜΙΛΙΑΙ (50, 1250, 161, 1266)
brief-headline-line: ΑΣΚΗΣΕΙΣ (488, 627, 547, 641)
article-section-head: ΑΝΑΚΟΙΝΩΣΙΣ ΤΗΣ ΕΔΑ (1444, 389, 1560, 399)
article-headline-line: ΕΞΑΚΟΛΟΥΘΕΙ ΝΑ ΜΗ ΤΟΥΣ ΠΛΗΡΩΝΗ (6, 91, 420, 116)
brief-headline-line: ΕΙΣ ΤΟΥΡΚΙΑΝ (476, 518, 558, 532)
article-section-head: ΔΗΛΩΣΕΙΣ ΤΟΥ Κ. ΔΑΒΑΚΗ (1322, 451, 1409, 474)
signature (1020, 2304, 1217, 2320)
lead-headline-line: Η ΔΟΚΙΜΗ ΤΩΝ ΑΘΗΝΩΝ, ΔΙΑΚΗΡΥΣΣΕΙ Ο Κ. ΠΑΠΑΝΔΡΕΟΥ (616, 49, 1555, 83)
brief-body: ΑΘΗΝΑΙ, 20. Ο Σύλλογος των δικηγόρων διαμαρτύρεται δια την κακοποίησιν μελών του κατά τας χθεσινάς φοιτητικάς συγκεντρώσεις εις το κέντρον των Αθηνών. (430, 344, 606, 396)
brief-subhead: ΠΡΟΣ ΔΙΑΛΥΣΙΝ ΣΥΓΚΕΝΤΡΩΣΕΩΝ (444, 930, 593, 940)
dateline: ΑΓΚΥΡΑ, 20. (Ασσ. Πρές).— (440, 552, 587, 562)
article-headline-line: ΤΗΣ ΤΣΕΧΟΣΛΟΒΑΚΙΚΗΣ ΚΥΒΕΡΝΗΣΕΩΣ (13, 1032, 413, 1054)
article-subhead: Ο δράστης παρεδόθη αργότερον αυθορμήτως. (84, 1690, 540, 1714)
article-body: ΣΥΝΕΧΕΙΑ ΕΚ ΤΗΣ 1ης ΣΕΛΙΔΟΣ των συγκεντρώσεων του κέντρου, κατά την διάρκειαν των επεισοδίων μεταξύ αστυνομίας και διαδηλωτών, ετραυματίσθησαν πολλοί πολίται. Κατά τας πληροφορίας των νοσοκομείων οι τραυματισθέντες ανέρχονται εις σημαντικόν αριθμόν, εκ των οποίων αρκετοί νοσηλεύονται εισέτι. Οι περισσότεροι υπέστησαν κακώσεις εις την κεφαλήν και τα άκρα. Η αστυνομία ανεκοίνωσεν ότι ετραυματίσθησαν και αστυφύλακες. ΠΑΡΑΔΕΙΓΜΑ ΤΟΥ "ΡΟΥΤΕΡ" Τα ξένα πρακτορεία ειδήσεων μετέδωσαν εκτενώς τα γεγονότα των Αθηνών. Το Ρώυτερ ανέφερεν ότι χιλιάδες πολίται συνεκεντρώθησαν εις το κέντρον παρά την απαγόρευσιν και ότι η αστυνομία χρησιμοποίησε γκλοπς δια να διαλύση το πλήθος. Το Ασσοσιέιτεντ Πρες μετέδωσεν ότι ο κ. Παπανδρέου ωμίλησε προς το πλήθος και κατήγγειλε την κυβέρνησιν. (616, 1301, 1566, 1352)
article-headline-line: ΠΕΡΙΞ ΤΟΥ ΚΕΝΤΡΟΥ ΠΥΡΑΥΛΩΝ (46, 529, 380, 554)
article-crete-zone (6, 483, 422, 748)
article-headline-line: ΘΑ ΚΗΡΥΞΟΥΝ ΑΠΕΡΓΙΑΝ ΠΕΙΝΗΣ (18, 44, 408, 69)
lead-headline-line: ΕΙΝΑΙ Η ΑΡΧΗ ΤΟΥ ΤΕΛΟΥΣ ΤΩΝ ΣΦΕΤΕΡΙΣΤΩΝ ΤΗΣ ΕΞΟΥΣΙΑΣ (616, 84, 1565, 119)
article-konev (6, 758, 422, 1003)
dateline: ΑΘΗΝΑΙ, 20.— (626, 228, 695, 238)
brief-body: ΘΕΣΣΑΛΟΝΙΚΗ, 20. Αι δυνάμεις της χωροφυλακής ετέθησαν χθες εις επιφυλακήν προς διάλυσιν τυχόν συγκεντρώσεων. Περιπολίαι διέτρεχον τας κεντρικάς οδούς της πόλεως μέχρι των μεσονυκτίων ωρών. (430, 943, 606, 1005)
foreign-news (818, 1466, 1566, 2324)
article-naoussa-workers (6, 4, 422, 473)
article-kicker: Θα έγκλεισθούν εις τα εργοστάσιον (78, 4, 350, 22)
